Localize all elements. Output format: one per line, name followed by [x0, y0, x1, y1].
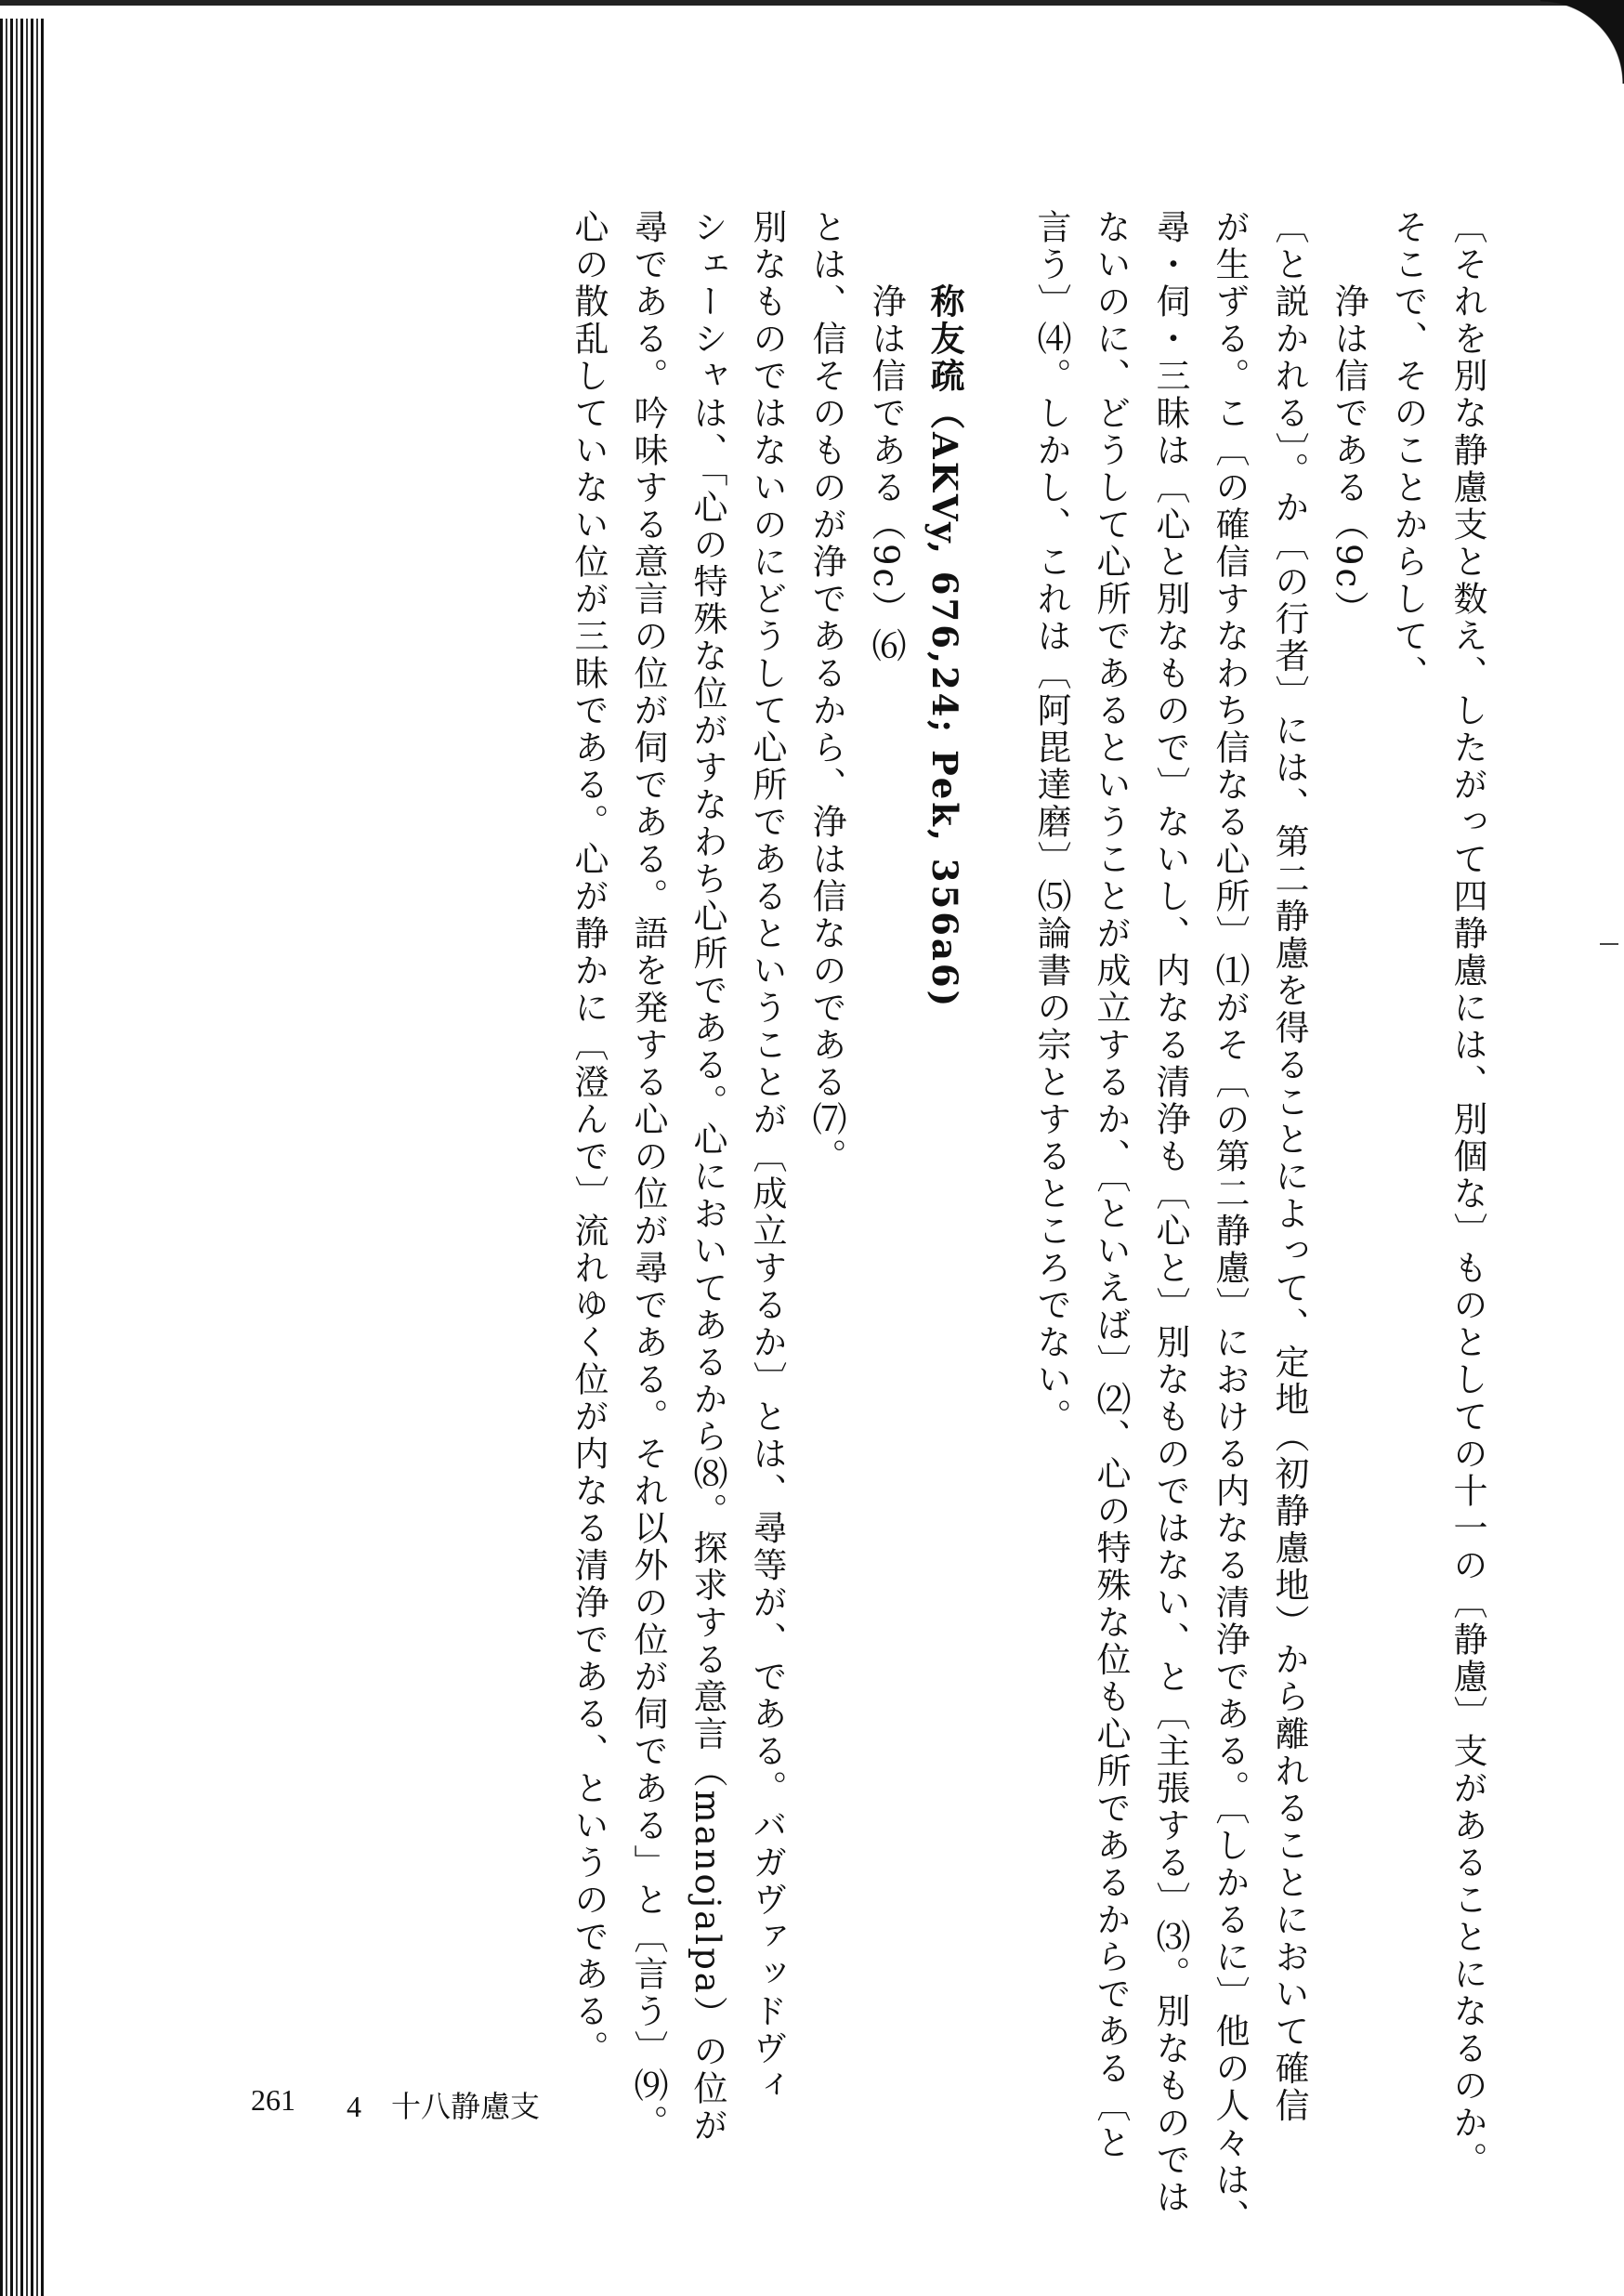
verse-line: 浄は信である（9c） [1329, 283, 1369, 628]
text-column: が生ずる。こ〔の確信すなわち信なる心所〕⑴がそ〔の第二静慮〕における内なる清浄である。〔しかるに〕他の人々は、 [1210, 209, 1250, 2237]
page-number: 261 [251, 2083, 295, 2117]
margin-mark [1600, 943, 1618, 945]
text-column: 〔それを別な静慮支と数え、したがって四静慮には、別個な〕ものとしての十一の〔静慮〕支があることになるのか。 [1447, 209, 1487, 2179]
text-column: 別なものではないのにどうして心所であるということが〔成立するか〕とは、尋等が、である。バガヴァッドヴィ [747, 209, 787, 2105]
page-top-edge [0, 0, 1624, 19]
text-column: ないのに、どうして心所であるということが成立するか、〔といえば〕⑵、心の特殊な位も心所であるからである〔と [1091, 209, 1131, 2162]
text-column: 心の散乱していない位が三昧である。心が静かに〔澄んで〕流れゆく位が内なる清浄である、というのである。 [569, 209, 609, 2067]
text-column: 尋・伺・三昧は〔心と別なもので〕ないし、内なる清浄も〔心と〕別なものではない、と〔主張する〕⑶。別なものでは [1150, 209, 1190, 2216]
page-binding-edge [0, 0, 46, 2296]
text-column: とは、信そのものが浄であるから、浄は信なのである⑺。 [806, 209, 846, 1175]
running-head: 4 十八静慮支 [347, 2090, 541, 2123]
page-footer [251, 2083, 540, 2126]
text-column: シェーシャは、「心の特殊な位がすなわち心所である。心においてあるから⑻。探求する意言（manojalpa）の位が [688, 209, 727, 2145]
page-corner [1540, 0, 1624, 84]
commentary-heading: 称友疏（AKVy, 676,24; Pek, 356a6) [924, 283, 965, 1010]
text-column: そこで、そのことからして、 [1388, 209, 1428, 692]
text-column: 言う〕⑷。しかし、これは〔阿毘達磨〕⑸論書の宗とするところでない。 [1031, 209, 1071, 1436]
text-column: 尋である。吟味する意言の位が伺である。語を発する心の位が尋である。それ以外の位が伺である」と〔言う〕⑼。 [628, 209, 668, 2142]
verse-line: 浄は信である（9c）⑹ [866, 283, 906, 665]
text-column: 〔と説かれる〕。か〔の行者〕には、第二静慮を得ることによって、定地（初静慮地）から離れることにおいて確信 [1269, 209, 1309, 2125]
